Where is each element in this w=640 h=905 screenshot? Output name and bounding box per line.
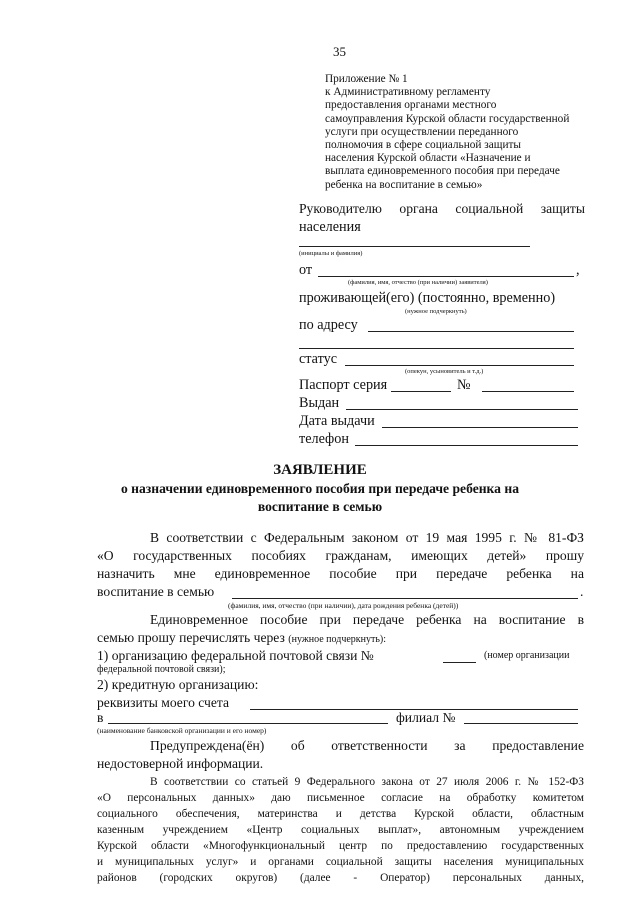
consent-line2: «О персональных данных» даю письменное согласие на обработку комитетом: [97, 792, 584, 804]
postal-number-line[interactable]: [443, 662, 476, 663]
appendix-line: услуги при осуществлении переданного: [325, 125, 519, 138]
residing-label: проживающей(его) (постоянно, временно): [299, 290, 556, 306]
page-number: 35: [333, 44, 346, 59]
status-label: статус: [299, 351, 338, 367]
passport-number-line[interactable]: [482, 391, 574, 392]
consent-line3: социального обеспечения, материнства и детства Курской области, областным: [97, 808, 584, 820]
issue-date-label: Дата выдачи: [299, 413, 375, 429]
account-label: реквизиты моего счета: [97, 695, 230, 710]
consent-line7: районов (городских округов) (далее - Оператор) персональных данных,: [97, 872, 584, 884]
appendix-line: населения Курской области «Назначение и: [325, 152, 531, 165]
para2-text: семью прошу перечислять через: [97, 630, 285, 645]
para1-line2: «О государственных пособиях гражданам, имеющих детей» прошу: [97, 548, 584, 563]
appendix-line: полномочия в сфере социальной защиты: [325, 139, 522, 152]
issue-date-line[interactable]: [382, 427, 578, 428]
phone-label: телефон: [299, 431, 349, 447]
consent-line5: Курской области «Многофункциональный центр по предоставлению государственных: [97, 840, 584, 852]
issued-line[interactable]: [346, 409, 578, 410]
phone-line[interactable]: [355, 445, 578, 446]
initials-line: [299, 246, 530, 247]
addressee-line-2: населения: [299, 219, 361, 235]
appendix-block: [325, 73, 590, 192]
appendix-line: Приложение № 1: [325, 73, 408, 85]
appendix-line: выплата единовременного пособия при передаче: [325, 165, 560, 178]
para2-line1: Единовременное пособие при передаче ребенка на воспитание в: [150, 612, 584, 627]
status-hint: (опекун, усыновитель и т.д.): [405, 368, 484, 375]
branch-label: филиал №: [396, 710, 456, 725]
in-label: в: [97, 710, 104, 725]
address-label: по адресу: [299, 317, 358, 333]
bank-line[interactable]: [108, 723, 388, 724]
from-hint: (фамилия, имя, отчество (при наличии) заявителя): [348, 279, 488, 286]
para2-hint: (нужное подчеркнуть):: [288, 634, 387, 645]
option1-label: 1) организацию федеральной почтовой связи №: [97, 648, 374, 663]
address-line-2[interactable]: [299, 348, 574, 349]
appendix-line: к Административному регламенту: [325, 86, 491, 99]
child-info-hint: (фамилия, имя, отчество (при наличии), дата рождения ребенка (детей)): [228, 601, 459, 610]
appendix-line: самоуправления Курской области государственной: [325, 112, 570, 125]
option2-label: 2) кредитную организацию:: [97, 677, 259, 692]
document-subtitle-2: воспитание в семью: [257, 499, 383, 514]
para1-line1: В соответствии с Федеральным законом от 19 мая 1995 г. № 81-ФЗ: [150, 530, 584, 545]
addressee-line-1: Руководителю органа социальной защиты: [299, 201, 585, 216]
para2-line2: [97, 630, 386, 646]
consent-line1: В соответствии со статьей 9 Федерального закона от 27 июля 2006 г. № 152-ФЗ: [150, 776, 584, 788]
initials-hint: (инициалы и фамилия): [299, 250, 363, 257]
child-info-line[interactable]: [232, 598, 578, 599]
warning-line1: Предупреждена(ён) об ответственности за предоставление: [150, 738, 584, 753]
from-comma: ,: [576, 262, 580, 278]
passport-number-label: №: [457, 377, 471, 393]
para1-line3: назначить мне единовременное пособие при передаче ребенка на: [97, 566, 584, 581]
status-line[interactable]: [345, 365, 574, 366]
address-line-1[interactable]: [368, 331, 574, 332]
passport-series-line[interactable]: [391, 391, 451, 392]
option1-hint-2: федеральной почтовой связи);: [97, 664, 226, 675]
passport-label: Паспорт серия: [299, 377, 388, 393]
appendix-line: ребенка на воспитание в семью»: [325, 178, 483, 191]
issued-label: Выдан: [299, 395, 340, 411]
option1-hint: (номер организации: [484, 650, 570, 661]
from-label: от: [299, 262, 313, 278]
appendix-line: предоставления органами местного: [325, 99, 497, 112]
branch-line[interactable]: [464, 723, 578, 724]
bank-hint: (наименование банковской организации и его номер): [97, 726, 267, 735]
consent-line6: и муниципальных услуг» и органами социальной защиты населения муниципальных: [97, 856, 584, 868]
document-subtitle-1: о назначении единовременного пособия при передаче ребенка на: [120, 481, 520, 496]
para1-end: .: [580, 584, 584, 599]
para1-line4: воспитание в семью: [97, 584, 215, 599]
consent-line4: казенным учреждением «Центр социальных выплат», автономным учреждением: [97, 824, 584, 836]
warning-line2: недостоверной информации.: [97, 756, 264, 771]
residing-hint: (нужное подчеркнуть): [405, 308, 467, 315]
from-line[interactable]: [318, 276, 574, 277]
document-title: ЗАЯВЛЕНИЕ: [273, 462, 367, 478]
